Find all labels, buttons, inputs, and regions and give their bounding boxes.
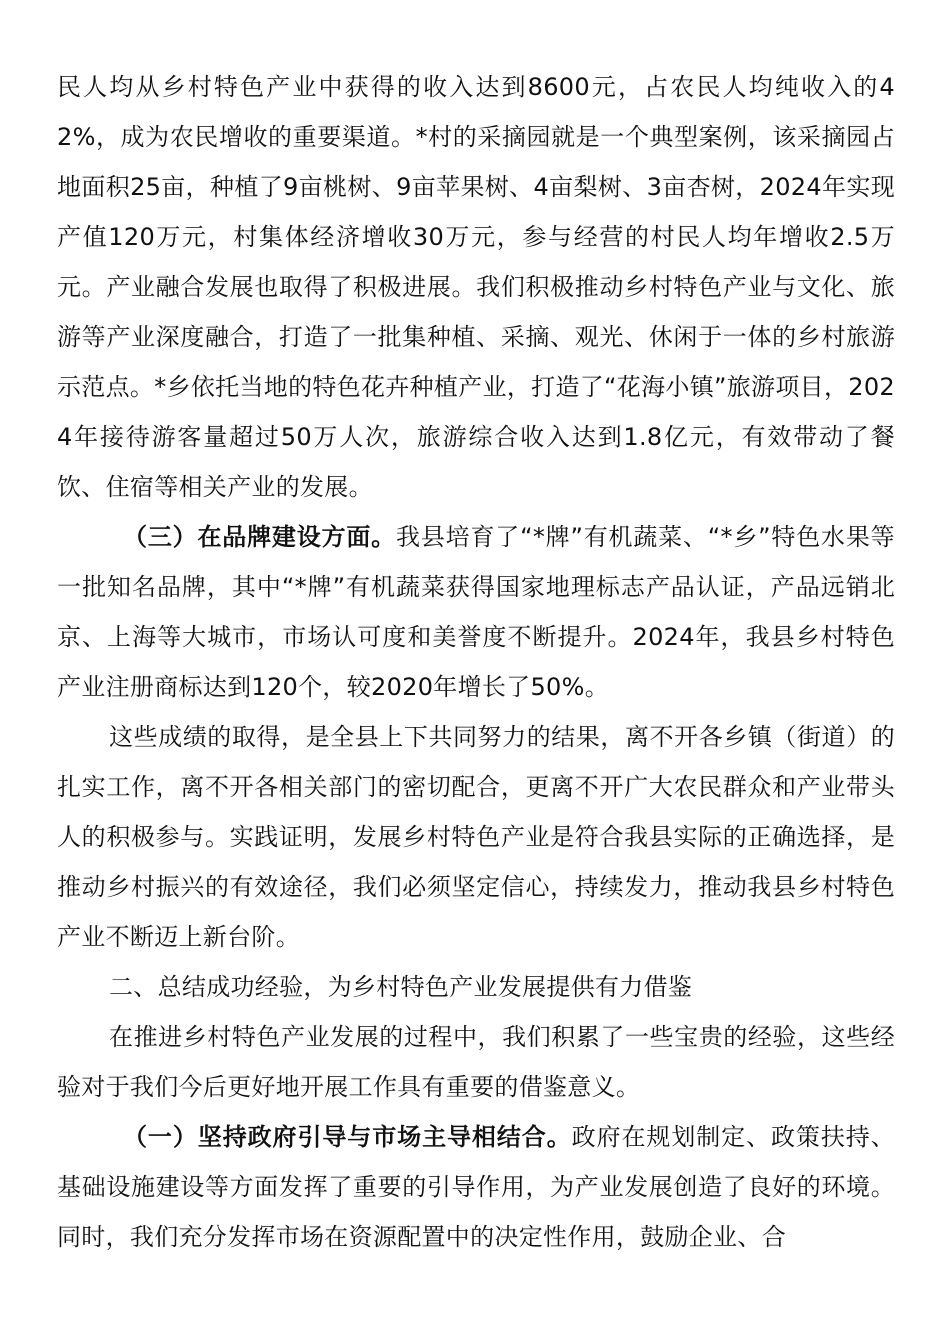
- paragraph-text: 我县培育了“*牌”有机蔬菜、“*乡”特色水果等一批知名品牌，其中“*牌”有机蔬菜获得国家地理标志产品认证，产品远销北京、上海等大城市，市场认可度和美誉度不断提升。2024年，我县乡村特色产业注册商标达到120个，较2020年增长了50%。: [57, 523, 895, 701]
- paragraph-experience-intro: [57, 1012, 895, 1112]
- section-title-two: [57, 962, 895, 1012]
- paragraph-government-market: [57, 1112, 895, 1262]
- paragraph-text: 政府在规划制定、政策扶持、基础设施建设等方面发挥了重要的引导作用，为产业发展创造了良好的环境。同时，我们充分发挥市场在资源配置中的决定性作用，鼓励企业、合: [57, 1123, 895, 1251]
- paragraph-industry-income: [57, 62, 895, 512]
- paragraph-text: 在推进乡村特色产业发展的过程中，我们积累了一些宝贵的经验，这些经验对于我们今后更好地开展工作具有重要的借鉴意义。: [57, 1023, 895, 1101]
- section-title-text: 二、总结成功经验，为乡村特色产业发展提供有力借鉴: [109, 973, 693, 1001]
- paragraph-brand-building: [57, 512, 895, 712]
- paragraph-text: 民人均从乡村特色产业中获得的收入达到8600元，占农民人均纯收入的42%，成为农民增收的重要渠道。*村的采摘园就是一个典型案例，该采摘园占地面积25亩，种植了9亩桃树、9亩苹果树、4亩梨树、3亩杏树，2024年实现产值120万元，村集体经济增收30万元，参与经营的村民人均年增收2.5万元。产业融合发展也取得了积极进展。我们积极推动乡村特色产业与文化、旅游等产业深度融合，打造了一批集种植、采摘、观光、休闲于一体的乡村旅游示范点。*乡依托当地的特色花卉种植产业，打造了“花海小镇”旅游项目，2024年接待游客量超过50万人次，旅游综合收入达到1.8亿元，有效带动了餐饮、住宿等相关产业的发展。: [57, 73, 895, 501]
- section-heading-government-market: （一）坚持政府引导与市场主导相结合。: [123, 1123, 572, 1151]
- section-heading-brand: （三）在品牌建设方面。: [123, 523, 396, 551]
- paragraph-text: 这些成绩的取得，是全县上下共同努力的结果，离不开各乡镇（街道）的扎实工作，离不开各相关部门的密切配合，更离不开广大农民群众和产业带头人的积极参与。实践证明，发展乡村特色产业是符合我县实际的正确选择，是推动乡村振兴的有效途径，我们必须坚定信心，持续发力，推动我县乡村特色产业不断迈上新台阶。: [57, 723, 895, 951]
- document-page: [57, 62, 895, 1262]
- paragraph-achievements: [57, 712, 895, 962]
